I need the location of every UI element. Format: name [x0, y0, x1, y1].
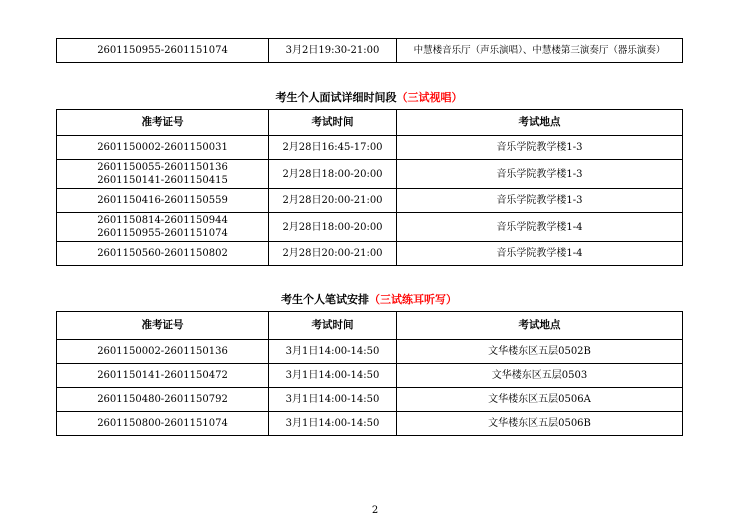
candidate-id-range: 2601150560-2601150802 — [57, 242, 269, 266]
column-header-exam-time: 考试时间 — [269, 110, 397, 136]
exam-location: 文华楼东区五层0502B — [397, 340, 683, 364]
exam-location: 中慧楼音乐厅（声乐演唱）、中慧楼第三演奏厅（器乐演奏） — [397, 39, 683, 63]
candidate-id-range: 2601150002-2601150136 — [57, 340, 269, 364]
exam-location: 音乐学院教学楼1-3 — [397, 160, 683, 189]
written-section-title — [56, 293, 682, 307]
exam-location: 音乐学院教学楼1-3 — [397, 189, 683, 213]
column-header-exam-location: 考试地点 — [397, 312, 683, 340]
exam-time: 2月28日18:00-20:00 — [269, 160, 397, 189]
exam-time: 2月28日20:00-21:00 — [269, 242, 397, 266]
exam-time: 2月28日18:00-20:00 — [269, 213, 397, 242]
exam-time: 3月2日19:30-21:00 — [269, 39, 397, 63]
candidate-id-range: 2601150141-2601150472 — [57, 364, 269, 388]
candidate-id-range: 2601150416-2601150559 — [57, 189, 269, 213]
table-row — [57, 412, 683, 436]
written-title-text: 考生个人笔试安排 — [281, 293, 369, 306]
table-row — [57, 136, 683, 160]
exam-location: 文华楼东区五层0503 — [397, 364, 683, 388]
column-header-exam-location: 考试地点 — [397, 110, 683, 136]
table-row — [57, 364, 683, 388]
table-row — [57, 340, 683, 364]
exam-time: 3月1日14:00-14:50 — [269, 388, 397, 412]
written-schedule-table — [56, 311, 683, 436]
table-row — [57, 388, 683, 412]
interview-schedule-table — [56, 109, 683, 266]
exam-time: 2月28日16:45-17:00 — [269, 136, 397, 160]
interview-section-title — [56, 91, 682, 105]
top-schedule-table — [56, 38, 683, 63]
table-row — [57, 39, 683, 63]
exam-time: 3月1日14:00-14:50 — [269, 412, 397, 436]
exam-time: 3月1日14:00-14:50 — [269, 364, 397, 388]
written-title-accent: （三试练耳听写） — [369, 293, 457, 306]
column-header-candidate-id: 准考证号 — [57, 110, 269, 136]
exam-location: 文华楼东区五层0506A — [397, 388, 683, 412]
candidate-id-range: 2601150002-2601150031 — [57, 136, 269, 160]
table-row — [57, 189, 683, 213]
exam-time: 3月1日14:00-14:50 — [269, 340, 397, 364]
table-row — [57, 213, 683, 242]
candidate-id-range: 2601150055-2601150136 2601150141-2601150415 — [57, 160, 269, 189]
table-header-row — [57, 312, 683, 340]
interview-title-text: 考生个人面试详细时间段 — [275, 91, 397, 104]
column-header-exam-time: 考试时间 — [269, 312, 397, 340]
candidate-id-range: 2601150814-2601150944 2601150955-2601151074 — [57, 213, 269, 242]
candidate-id-range: 2601150480-2601150792 — [57, 388, 269, 412]
table-header-row — [57, 110, 683, 136]
exam-location: 音乐学院教学楼1-3 — [397, 136, 683, 160]
candidate-id-range: 2601150955-2601151074 — [57, 39, 269, 63]
column-header-candidate-id: 准考证号 — [57, 312, 269, 340]
exam-location: 音乐学院教学楼1-4 — [397, 213, 683, 242]
table-row — [57, 242, 683, 266]
exam-location: 文华楼东区五层0506B — [397, 412, 683, 436]
exam-location: 音乐学院教学楼1-4 — [397, 242, 683, 266]
candidate-id-range: 2601150800-2601151074 — [57, 412, 269, 436]
table-row — [57, 160, 683, 189]
exam-time: 2月28日20:00-21:00 — [269, 189, 397, 213]
interview-title-accent: （三试视唱） — [396, 91, 463, 104]
page-number: 2 — [371, 505, 379, 516]
